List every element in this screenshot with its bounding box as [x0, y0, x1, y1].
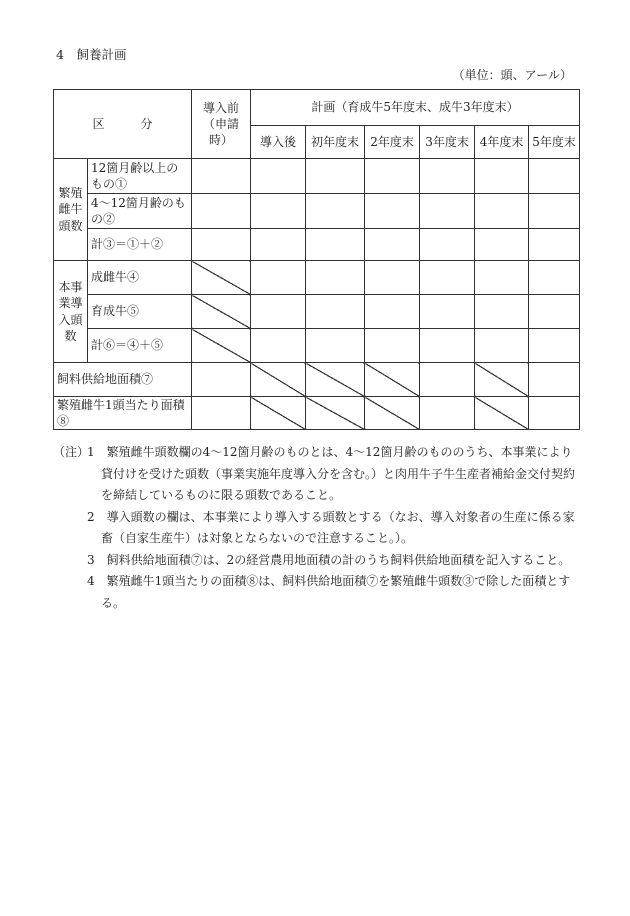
section-title: 4 飼養計画 — [56, 47, 127, 62]
cell-input[interactable] — [251, 159, 306, 194]
cell-input[interactable] — [529, 229, 580, 261]
note-2: 2 導入頭数の欄は、本事業により導入する頭数とする（なお、導入対象者の生産に係る家畜（自家生産牛）は対象とならないので注意すること。）。 — [87, 509, 575, 545]
cell-input[interactable] — [529, 194, 580, 229]
cell-input[interactable] — [475, 261, 529, 295]
row-label-young-cows: 育成牛⑤ — [88, 295, 192, 329]
cell-input[interactable] — [306, 295, 365, 329]
cell-input[interactable] — [306, 261, 365, 295]
cell-input[interactable] — [475, 229, 529, 261]
cell-input[interactable] — [420, 261, 475, 295]
col-year5: 5年度末 — [529, 126, 580, 159]
table-row — [54, 194, 580, 229]
header-plan: 計画（育成牛5年度末、成牛3年度末） — [251, 90, 580, 126]
table-row — [54, 229, 580, 261]
col-year3: 3年度末 — [420, 126, 475, 159]
cell-input[interactable] — [306, 229, 365, 261]
cell-input[interactable] — [529, 397, 580, 430]
row-label-feed-area: 飼料供給地面積⑦ — [54, 363, 192, 397]
cell-input[interactable] — [251, 329, 306, 363]
diagonal-cell — [475, 363, 529, 397]
row-label-area-per-cow: 繁殖雌牛1頭当たり面積⑧ — [54, 397, 192, 430]
table-row — [54, 159, 580, 194]
cell-input[interactable] — [192, 159, 251, 194]
group-breeding-cows: 繁殖 雌牛 頭数 — [54, 159, 88, 261]
group-import-count: 本事 業導 入頭 数 — [54, 261, 88, 363]
diagonal-cell — [365, 363, 420, 397]
diagonal-cell — [475, 397, 529, 430]
cell-input[interactable] — [420, 194, 475, 229]
cell-input[interactable] — [306, 159, 365, 194]
col-year2: 2年度末 — [365, 126, 420, 159]
row-label-total3: 計③＝①＋② — [88, 229, 192, 261]
cell-input[interactable] — [365, 329, 420, 363]
cell-input[interactable] — [306, 194, 365, 229]
cell-input[interactable] — [529, 295, 580, 329]
note-3: 3 飼料供給地面積⑦は、2の経営農用地面積の計のうち飼料供給地面積を記入すること。 — [87, 552, 571, 567]
notes — [53, 442, 583, 614]
cell-input[interactable] — [420, 363, 475, 397]
cell-input[interactable] — [365, 229, 420, 261]
header-before-line1: 導入前 — [203, 100, 240, 115]
diagonal-cell — [192, 261, 251, 295]
cell-input[interactable] — [475, 295, 529, 329]
diagonal-cell — [306, 363, 365, 397]
header-kubun: 区 分 — [54, 90, 192, 159]
cell-input[interactable] — [420, 329, 475, 363]
cell-input[interactable] — [529, 363, 580, 397]
row-label-adult-cows: 成雌牛④ — [88, 261, 192, 295]
diagonal-cell — [306, 397, 365, 430]
cell-input[interactable] — [365, 261, 420, 295]
cell-input[interactable] — [306, 329, 365, 363]
cell-input[interactable] — [192, 194, 251, 229]
table-row — [54, 397, 580, 430]
col-year4: 4年度末 — [475, 126, 529, 159]
table-row — [54, 329, 580, 363]
row-label-total6: 計⑥＝④＋⑤ — [88, 329, 192, 363]
note-4: 4 繁殖雌牛1頭当たりの面積⑧は、飼料供給地面積⑦を繁殖雌牛頭数③で除した面積とする。 — [87, 574, 571, 610]
note-1: 1 繁殖雌牛頭数欄の4～12箇月齢のものとは、4～12箇月齢のもののうち、本事業により貸付けを受けた頭数（事業実施年度導入分を含む。）と肉用牛子牛生産者補給金交付契約を締結しているものに限る頭数であること。 — [87, 445, 576, 502]
feeding-plan-table — [53, 89, 580, 430]
table-row — [54, 295, 580, 329]
row-label-4to12months: 4～12箇月齢のもの② — [88, 194, 192, 229]
cell-input[interactable] — [420, 397, 475, 430]
diagonal-cell — [365, 397, 420, 430]
cell-input[interactable] — [475, 194, 529, 229]
diagonal-cell — [251, 397, 306, 430]
cell-input[interactable] — [365, 159, 420, 194]
cell-input[interactable] — [192, 363, 251, 397]
cell-input[interactable] — [365, 295, 420, 329]
diagonal-cell — [192, 329, 251, 363]
row-label-12months: 12箇月齢以上のもの① — [88, 159, 192, 194]
header-before-line2: （申請時） — [203, 116, 240, 148]
diagonal-cell — [192, 295, 251, 329]
cell-input[interactable] — [251, 261, 306, 295]
cell-input[interactable] — [365, 194, 420, 229]
cell-input[interactable] — [251, 295, 306, 329]
col-year1: 初年度末 — [306, 126, 365, 159]
table-row — [54, 261, 580, 295]
notes-head: （注） — [53, 445, 90, 459]
header-before-import — [192, 90, 251, 159]
cell-input[interactable] — [475, 159, 529, 194]
cell-input[interactable] — [529, 329, 580, 363]
cell-input[interactable] — [420, 295, 475, 329]
cell-input[interactable] — [251, 229, 306, 261]
cell-input[interactable] — [420, 159, 475, 194]
cell-input[interactable] — [192, 397, 251, 430]
cell-input[interactable] — [529, 261, 580, 295]
cell-input[interactable] — [251, 194, 306, 229]
diagonal-cell — [251, 363, 306, 397]
cell-input[interactable] — [192, 229, 251, 261]
cell-input[interactable] — [475, 329, 529, 363]
unit-label: （単位：頭、アール） — [452, 68, 572, 82]
table-row — [54, 363, 580, 397]
cell-input[interactable] — [420, 229, 475, 261]
col-after-import: 導入後 — [251, 126, 306, 159]
cell-input[interactable] — [529, 159, 580, 194]
